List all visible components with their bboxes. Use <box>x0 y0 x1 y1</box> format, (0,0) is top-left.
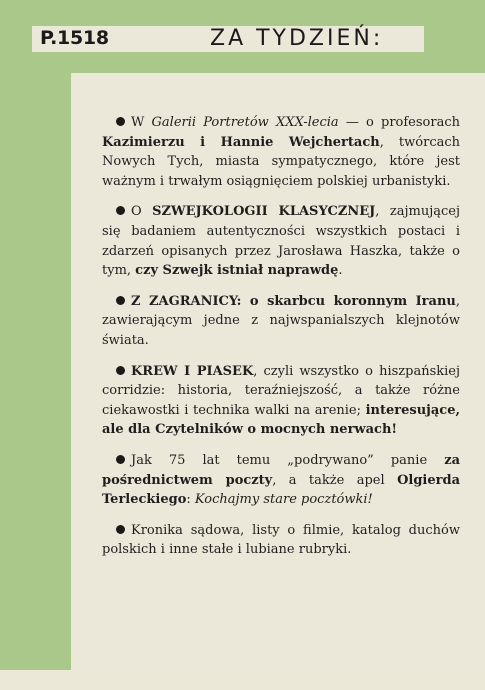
bullet-icon <box>116 206 125 215</box>
list-item: O SZWEJKOLOGII KLASYCZNEJ, zajmującej się badaniem autentyczności wszystkich postaci i zdarzeń opisanych przez Jarosława Haszka, także o tym, czy Szwejk istniał naprawdę. <box>102 204 460 279</box>
item-list <box>102 113 460 571</box>
list-item: W Galerii Portretów XXX-lecia — o profesorach Kazimierzu i Hannie Wejchertach, twórcach Nowych Tych, miasta sympatycznego, które jest ważnym i trwałym osiągnięciem polskiej urbanistyki. <box>102 115 461 189</box>
bullet-icon <box>116 117 125 126</box>
list-item: Z ZAGRANICY: o skarbcu koronnym Iranu, zawierającym jedne z najwspanialszych klejnotów świata. <box>102 293 460 348</box>
page-code: P.1518 <box>40 27 109 49</box>
bullet-icon <box>116 455 125 464</box>
list-item: Kronika sądowa, listy o filmie, katalog duchów polskich i inne stałe i lubiane rubryki. <box>102 522 460 558</box>
page-title: ZA TYDZIEŃ: <box>210 26 384 51</box>
bullet-icon <box>116 525 125 534</box>
bullet-icon <box>116 366 125 375</box>
list-item: Jak 75 lat temu „podrywano” panie za pośrednictwem poczty, a także apel Olgierda Terleckiego: Kochajmy stare pocztówki! <box>102 452 460 508</box>
list-item: KREW I PIASEK, czyli wszystko o hiszpańskiej corridzie: historia, teraźniejszość, a także różne ciekawostki i technika walki na arenie; interesujące, ale dla Czytelników o mocnych nerwach! <box>102 363 460 438</box>
bullet-icon <box>116 296 125 305</box>
